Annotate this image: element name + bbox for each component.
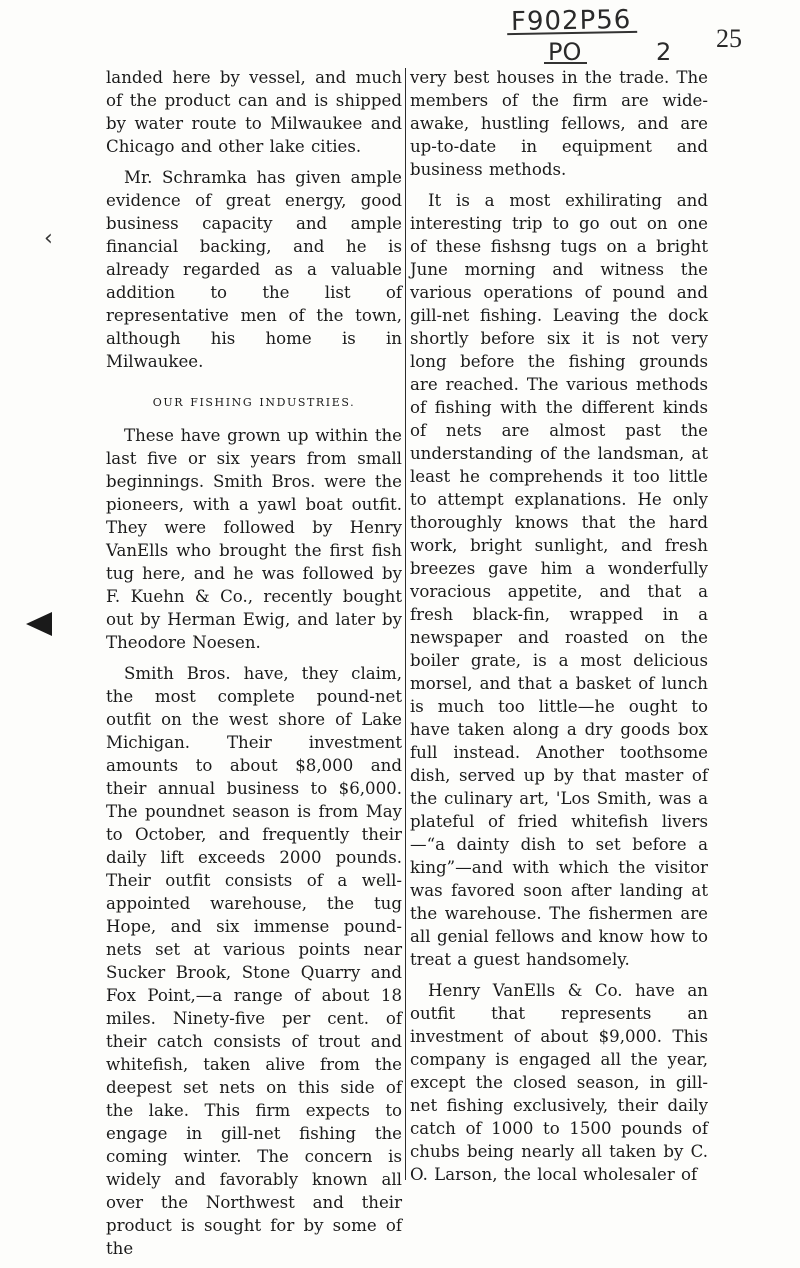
column-divider [405, 68, 406, 1180]
left-column [106, 66, 402, 1268]
paragraph-continued-right: very best houses in the trade. The members of the firm are wide-awake, hustling fellows, and are up-to-date in equipment and business methods. [410, 68, 708, 179]
paragraph-vanells: Henry VanElls & Co. have an outfit that represents an investment of about $9,000. This company is engaged all the year, except the closed season, in gill-net fishing exclusively, their daily catch of 1000 to 1500 pounds of chubs being nearly all taken by C. O. Larson, the local wholesaler of [410, 981, 708, 1184]
right-column [410, 66, 708, 1194]
paragraph-fishing-growth: These have grown up within the last five or six years from small beginnings. Smith Bros. were the pioneers, with a yawl boat outfit. They were followed by Henry VanElls who brought the first fish tug here, and he was followed by F. Kuehn & Co., recently bought out by Herman Ewig, and later by Theodore Noesen. [106, 426, 402, 652]
paragraph-tug-trip: It is a most exhilirating and interesting trip to go out on one of these fishsng tugs on a bright June morning and witness the various operations of pound and gill-net fishing. Leaving the dock shortly before six it is not very long before the fishing grounds are reached. The various methods of fishing with the different kinds of nets are almost past the understanding of the landsman, at least he comprehends it too little to attempt explanations. He only thoroughly knows that the hard work, bright sunlight, and fresh breezes gave him a wonderfully voracious appetite, and that a fresh black-fin, wrapped in a newspaper and roasted on the boiler grate, is a most delicious morsel, and that a basket of lunch is much too little—he ought to have taken along a dry goods box full instead. Another toothsome dish, served up by that master of the culinary art, 'Los Smith, was a plateful of fried whitefish livers —“a dainty dish to set before a king”—and with which the visitor was favored soon after landing at the warehouse. The fishermen are all genial fellows and know how to treat a guest handsomely. [410, 191, 708, 969]
paragraph-smith-bros: Smith Bros. have, they claim, the most complete pound-net outfit on the west shore of Lake Michigan. Their investment amounts to about $8,000 and their annual business to $6,000. The poundnet season is from May to October, and frequently their daily lift exceeds 2000 pounds. Their outfit consists of a well-appointed warehouse, the tug Hope, and six immense pound-nets set at various points near Sucker Brook, Stone Quarry and Fox Point,—a range of about 18 miles. Ninety-five per cent. of their catch consists of trout and whitefish, taken alive from the deepest set nets on this side of the lake. This firm expects to engage in gill-net fishing the coming winter. The concern is widely and favorably known all over the Northwest and their product is sought for by some of the [106, 664, 402, 1258]
handwritten-catalog-code: F902P56 [510, 4, 632, 38]
handwritten-sub-number: 2 [656, 38, 672, 66]
section-heading-fishing: OUR FISHING INDUSTRIES. [152, 396, 356, 409]
margin-tick-mark: ‹ [44, 226, 53, 251]
margin-arrow-marker [26, 612, 52, 636]
handwritten-sub-label: PO [548, 38, 582, 66]
handwritten-page-number: 25 [716, 24, 742, 53]
paragraph-schramka: Mr. Schramka has given ample evidence of great energy, good business capacity and ample financial backing, and he is already regarded as a valuable addition to the list of representative men of the town, although his home is in Milwaukee. [106, 168, 402, 371]
paragraph-continued-left: landed here by vessel, and much of the product can and is shipped by water route to Milwaukee and Chicago and other lake cities. [106, 68, 402, 156]
